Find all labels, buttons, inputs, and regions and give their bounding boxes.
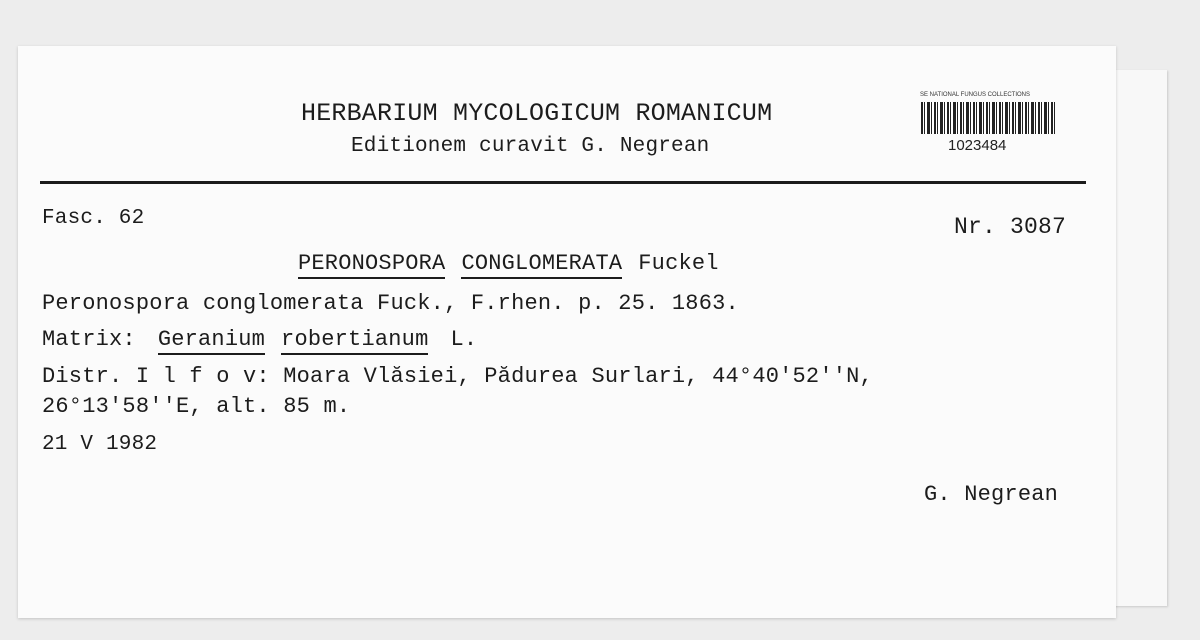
distribution-line-2: 26°13'58''E, alt. 85 m. — [42, 394, 351, 419]
species-genus: PERONOSPORA — [298, 251, 445, 279]
header-title: HERBARIUM MYCOLOGICUM ROMANICUM — [301, 99, 773, 128]
barcode-number: 1023484 — [948, 137, 1007, 154]
fascicle-number: Fasc. 62 — [42, 207, 145, 230]
barcode-caption: SE NATIONAL FUNGUS COLLECTIONS — [920, 92, 1031, 98]
citation-line: Peronospora conglomerata Fuck., F.rhen. p. 25. 1863. — [42, 291, 739, 316]
species-name — [298, 253, 719, 275]
species-epithet: CONGLOMERATA — [461, 251, 622, 279]
host-genus: Geranium — [158, 327, 265, 355]
host-author: L. — [450, 327, 478, 352]
matrix-label: Matrix: — [42, 327, 136, 352]
specimen-number: Nr. 3087 — [954, 214, 1067, 240]
barcode-sticker — [918, 92, 1060, 158]
herbarium-label — [18, 46, 1116, 618]
species-author: Fuckel — [638, 251, 719, 276]
host-epithet: robertianum — [281, 327, 428, 355]
matrix-line — [42, 329, 477, 351]
collector-name: G. Negrean — [924, 482, 1059, 507]
distribution-line-1: Distr. I l f o v: Moara Vlăsiei, Pădurea Surlari, 44°40'52''N, — [42, 364, 873, 389]
collection-date: 21 V 1982 — [42, 433, 158, 456]
divider-rule — [40, 181, 1086, 184]
header-subtitle: Editionem curavit G. Negrean — [351, 135, 710, 158]
barcode-icon — [921, 102, 1055, 134]
